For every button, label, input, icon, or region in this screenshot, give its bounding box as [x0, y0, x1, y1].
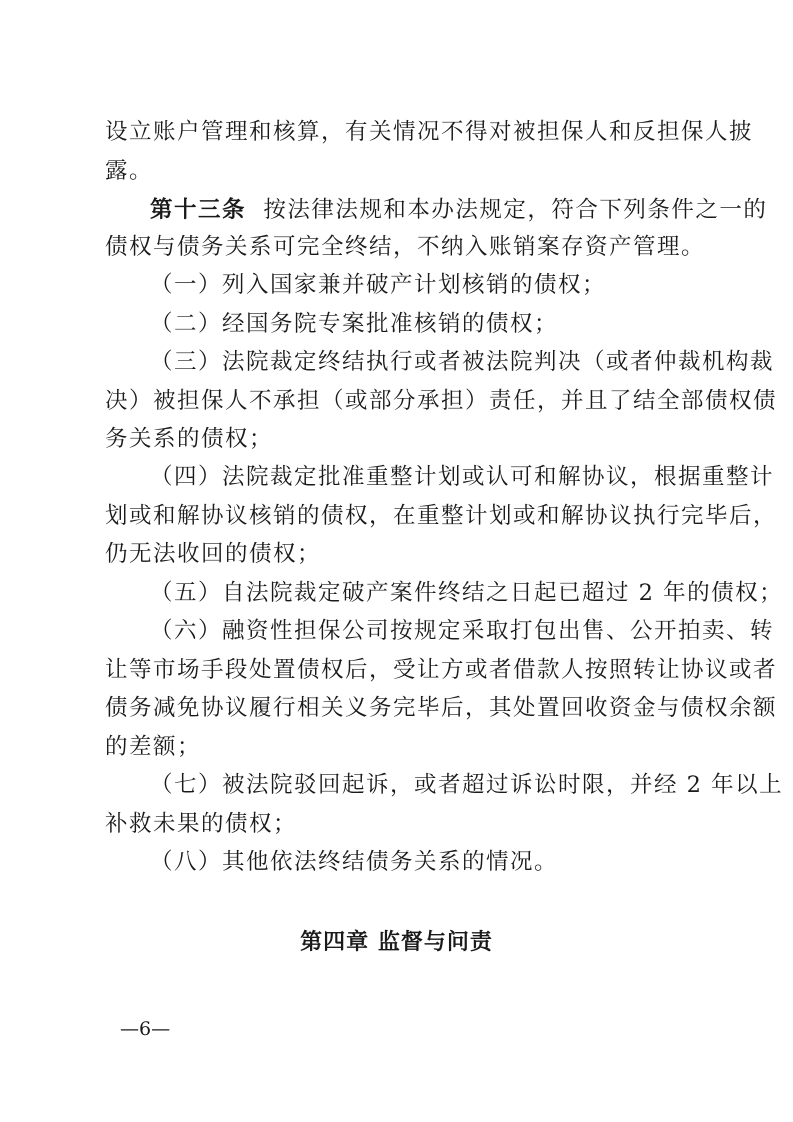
paragraph-line: 务关系的债权；	[105, 426, 274, 452]
paragraph-line: 仍无法收回的债权；	[105, 541, 322, 567]
paragraph-line: 露。	[105, 158, 154, 184]
paragraph-line: 债权与债务关系可完全终结，不纳入账销案存资产管理。	[105, 234, 706, 260]
list-item: （八）其他依法终结债务关系的情况。	[150, 849, 559, 875]
list-item: （二）经国务院专案批准核销的债权；	[150, 311, 559, 337]
paragraph-line: 让等市场手段处置债权后，受让方或者借款人按照转让协议或者	[105, 657, 778, 683]
paragraph-line: 的差额；	[105, 734, 202, 760]
list-item: （七）被法院驳回起诉，或者超过诉讼时限，并经 2 年以上	[150, 772, 784, 798]
list-item: （三）法院裁定终结执行或者被法院判决（或者仲裁机构裁	[150, 349, 775, 375]
article-13-heading: 第十三条	[150, 197, 247, 223]
article-13-text: 按法律法规和本办法规定，符合下列条件之一的	[263, 197, 768, 223]
article-13-line	[150, 195, 768, 225]
paragraph-line: 补救未果的债权；	[105, 811, 298, 837]
paragraph-line: 决）被担保人不承担（或部分承担）责任，并且了结全部债权债	[105, 388, 778, 414]
list-item: （四）法院裁定批准重整计划或认可和解协议，根据重整计	[150, 464, 775, 490]
list-item: （五）自法院裁定破产案件终结之日起已超过 2 年的债权；	[150, 580, 784, 606]
paragraph-line: 设立账户管理和核算，有关情况不得对被担保人和反担保人披	[105, 119, 754, 145]
paragraph-line: 划或和解协议核销的债权，在重整计划或和解协议执行完毕后，	[105, 503, 778, 529]
list-item: （六）融资性担保公司按规定采取打包出售、公开拍卖、转	[150, 618, 775, 644]
page-number: —6—	[120, 1018, 171, 1040]
paragraph-line: 债务减免协议履行相关义务完毕后，其处置回收资金与债权余额	[105, 695, 778, 721]
list-item: （一）列入国家兼并破产计划核销的债权；	[150, 272, 607, 298]
chapter-title: 第四章 监督与问责	[300, 930, 493, 955]
